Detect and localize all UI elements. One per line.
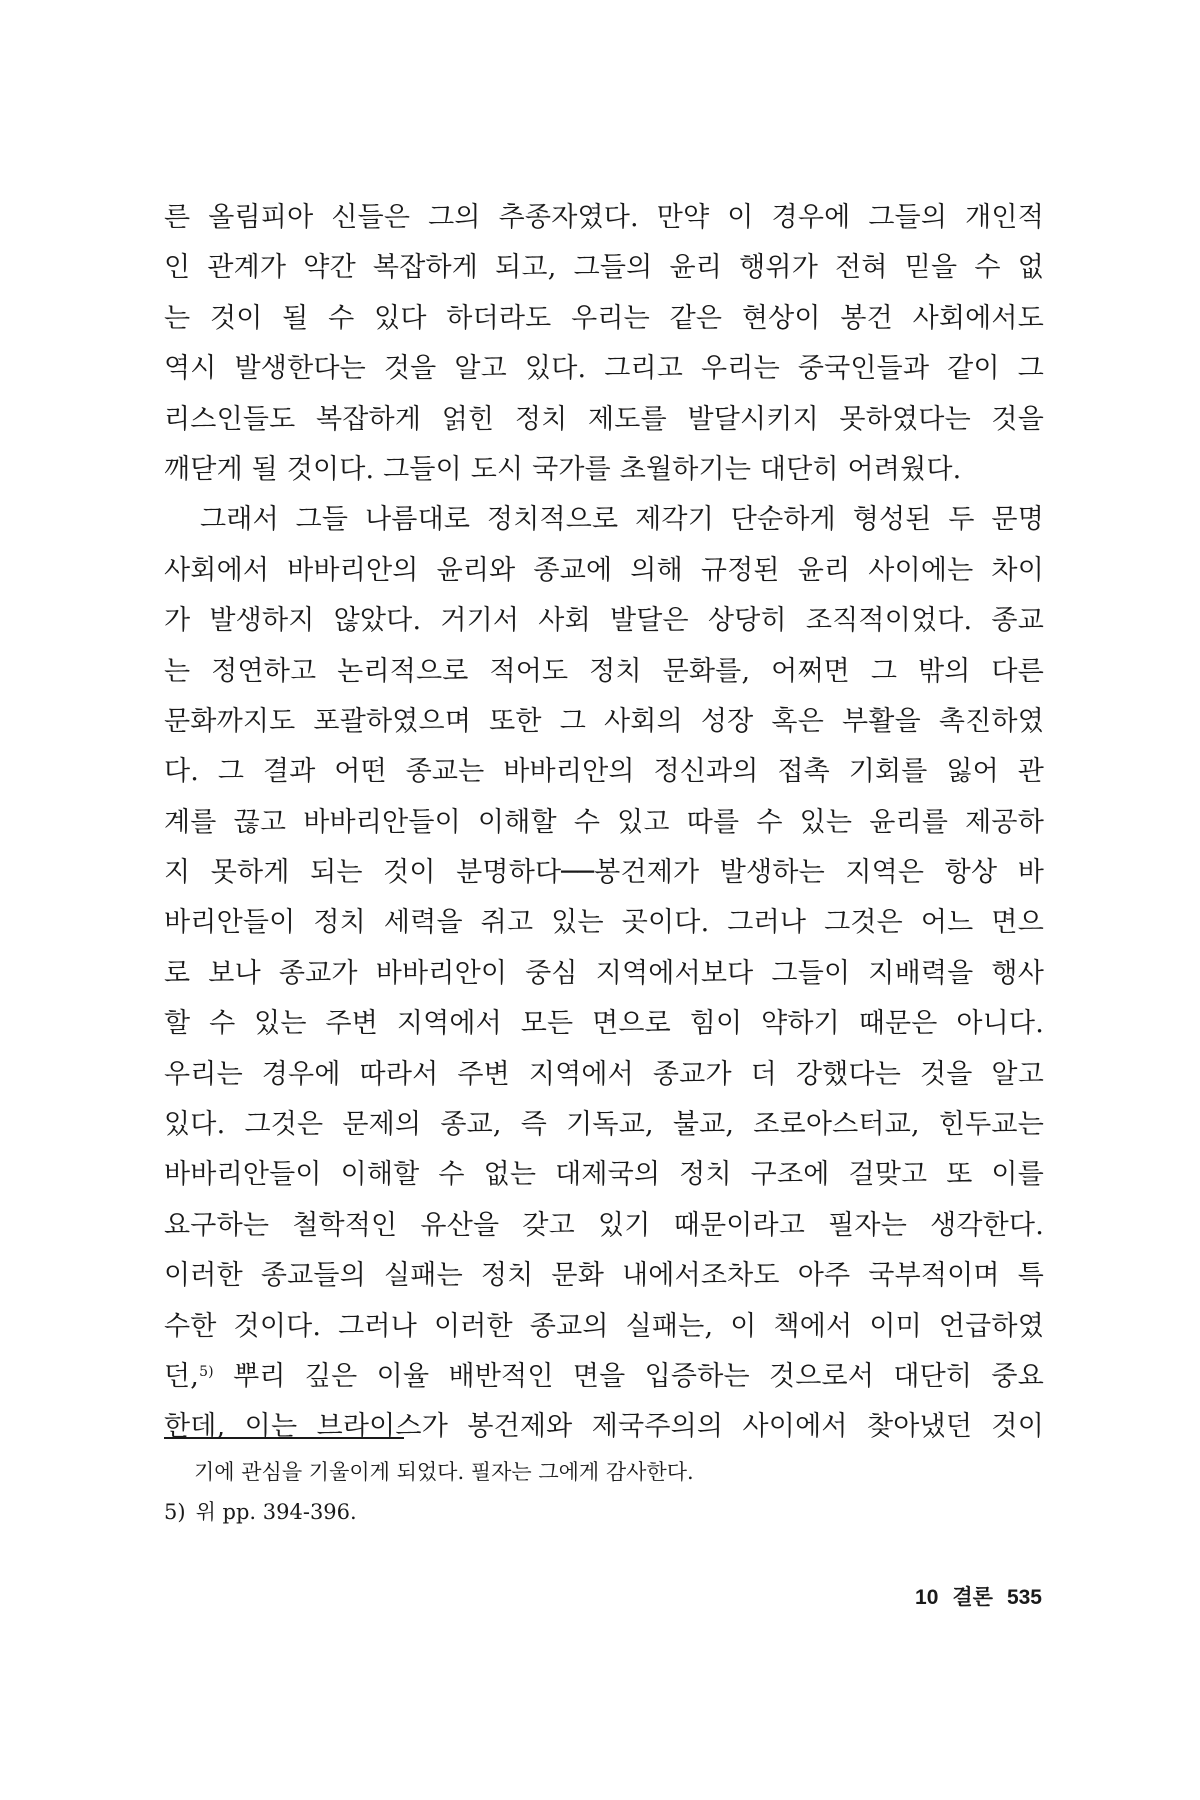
footnote-text: 위 pp. 394-396. [195,1500,357,1524]
chapter-title: 결론 [952,1586,993,1609]
line-start: 던, [164,1360,200,1392]
page-number: 535 [1006,1586,1042,1609]
text-line: 는 정연하고 논리적으로 적어도 정치 문화를, 어쩌면 그 밖의 다른 [164,655,1044,687]
line-rest: 뿌리 깊은 이율 배반적인 면을 입증하는 것으로서 대단히 중요 [233,1360,1044,1392]
footnote-continuation: 기에 관심을 기울이게 되었다. 필자는 그에게 감사한다. [194,1460,694,1484]
footnote-reference[interactable]: 5) [199,1363,214,1380]
text-line: 할 수 있는 주변 지역에서 모든 면으로 힘이 약하기 때문은 아니다. [164,1008,1044,1040]
text-line: 계를 끊고 바바리안들이 이해할 수 있고 따를 수 있는 윤리를 제공하 [164,806,1044,838]
chapter-number: 10 [915,1586,939,1609]
footnote-5 [164,1492,1044,1532]
text-line: 바리안들이 정치 세력을 쥐고 있는 곳이다. 그러나 그것은 어느 면으 [164,907,1044,939]
text-line: 가 발생하지 않았다. 거기서 사회 발달은 상당히 조직적이었다. 종교 [164,605,1044,637]
footnotes [164,1452,1044,1532]
text-line: 역시 발생한다는 것을 알고 있다. 그리고 우리는 중국인들과 같이 그 [164,353,1044,385]
text-line: 바바리안들이 이해할 수 없는 대제국의 정치 구조에 걸맞고 또 이를 [164,1159,1044,1191]
text-line: 깨닫게 될 것이다. 그들이 도시 국가를 초월하기는 대단히 어려웠다. [164,453,962,485]
text-line: 이러한 종교들의 실패는 정치 문화 내에서조차도 아주 국부적이며 특 [164,1260,1044,1292]
text-line: 로 보나 종교가 바바리안이 중심 지역에서보다 그들이 지배력을 행사 [164,957,1044,989]
text-line: 지 못하게 되는 것이 분명하다──봉건제가 발생하는 지역은 항상 바 [164,857,1044,889]
text-line: 는 것이 될 수 있다 하더라도 우리는 같은 현상이 봉건 사회에서도 [164,302,1044,334]
text-line: 리스인들도 복잡하게 얽힌 정치 제도를 발달시키지 못하였다는 것을 [164,403,1044,435]
text-line: 사회에서 바바리안의 윤리와 종교에 의해 규정된 윤리 사이에는 차이 [164,554,1044,586]
footnote-divider [164,1437,404,1439]
paragraph-first-line: 그래서 그들 나름대로 정치적으로 제각기 단순하게 형성된 두 문명 [200,504,1044,536]
text-line: 다. 그 결과 어떤 종교는 바바리안의 정신과의 접촉 기회를 잃어 관 [164,756,1044,788]
text-line: 우리는 경우에 따라서 주변 지역에서 종교가 더 강했다는 것을 알고 [164,1058,1044,1090]
body-text [164,193,1044,1453]
text-line: 있다. 그것은 문제의 종교, 즉 기독교, 불교, 조로아스터교, 힌두교는 [164,1109,1044,1141]
text-line: 한데, 이는 브라이스가 봉건제와 제국주의의 사이에서 찾아냈던 것이 [164,1411,1044,1443]
text-line: 요구하는 철학적인 유산을 갖고 있기 때문이라고 필자는 생각한다. [164,1209,1044,1241]
text-line: 인 관계가 약간 복잡하게 되고, 그들의 윤리 행위가 전혀 믿을 수 없 [164,252,1044,284]
running-footer [915,1581,1042,1611]
text-line: 른 올림피아 신들은 그의 추종자였다. 만약 이 경우에 그들의 개인적 [164,202,1044,233]
text-line: 문화까지도 포괄하였으며 또한 그 사회의 성장 혹은 부활을 촉진하였 [164,705,1044,737]
text-line-with-footnote-ref [164,1352,1044,1402]
footnote-number: 5) [164,1500,186,1524]
text-line: 수한 것이다. 그러나 이러한 종교의 실패는, 이 책에서 이미 언급하였 [164,1310,1044,1342]
